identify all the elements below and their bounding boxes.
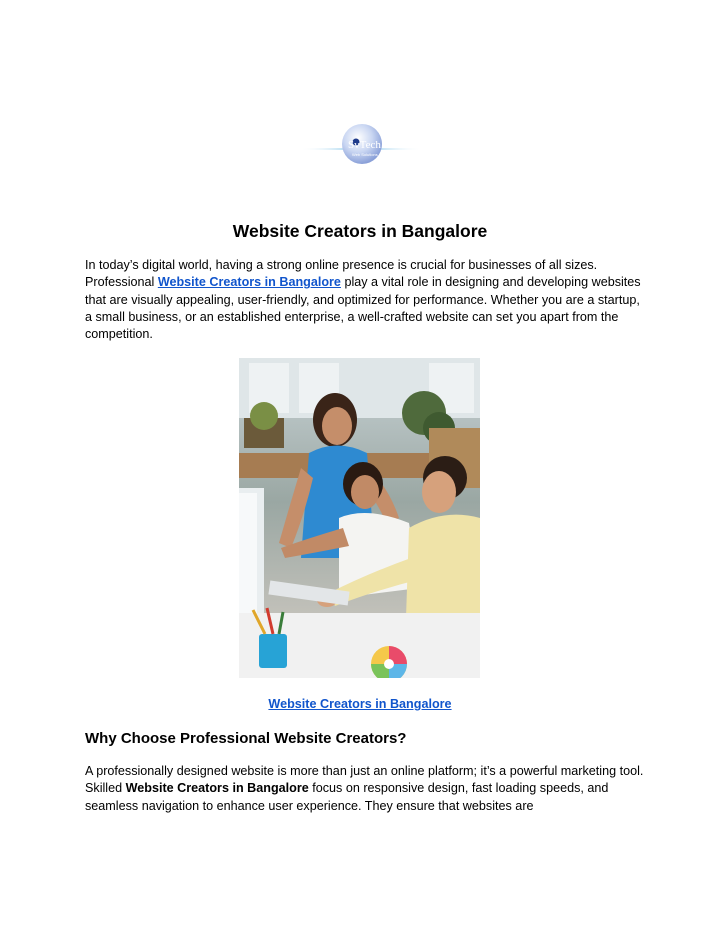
section-bold-phrase: Website Creators in Bangalore bbox=[125, 781, 309, 796]
page-title: Website Creators in Bangalore bbox=[232, 221, 488, 241]
company-logo bbox=[300, 118, 422, 168]
website-creators-link[interactable]: Website Creators in Bangalore bbox=[157, 275, 341, 290]
logo-text: SvTech bbox=[348, 139, 381, 151]
section-paragraph bbox=[85, 763, 645, 815]
office-team-photo bbox=[239, 358, 480, 678]
section-text-after: focus on responsive design, fast loading speeds, and seamless navigation to enhance user experience. They ensure that websites are bbox=[85, 781, 609, 813]
section-heading: Why Choose Professional Website Creators? bbox=[85, 730, 407, 747]
intro-text-before: In today’s digital world, having a strong online presence is crucial for businesses of all sizes. Professional bbox=[85, 258, 598, 290]
caption-link[interactable]: Website Creators in Bangalore bbox=[268, 697, 452, 711]
section-text-before: A professionally designed website is more than just an online platform; it’s a powerful marketing tool. Skilled bbox=[85, 764, 644, 796]
intro-paragraph bbox=[85, 257, 645, 343]
image-caption bbox=[0, 695, 720, 713]
photo-illustration bbox=[239, 358, 480, 678]
logo-subtext: Web Solutions bbox=[352, 152, 378, 157]
intro-text-after: play a vital role in designing and developing websites that are visually appealing, user-friendly, and optimized for performance. Whether you are a startup, a small business, or an established enterprise, a well-crafted website can set you apart from the competition. bbox=[85, 275, 641, 342]
